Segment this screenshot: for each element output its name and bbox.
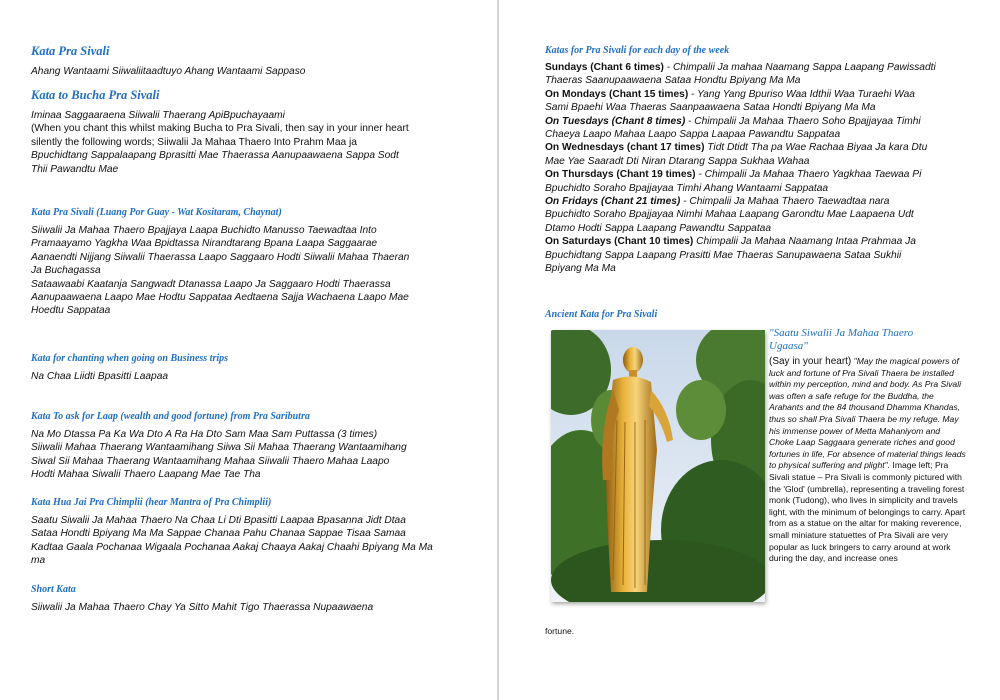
- day-entry: [545, 61, 993, 74]
- day-text-cont: Dtamo Hodti Sappa Laapang Pawandtu Sappataa: [545, 222, 771, 234]
- day-label: On Mondays (Chant 15 times): [545, 88, 689, 100]
- text-line: Iminaa Saggaaraena Siiwalii Thaerang ApiBpuchayaami: [31, 110, 285, 121]
- text-line: Aanupaawaena Laapo Mae Hodtu Sappataa Aedtaena Sajja Wachaena Laapo Mae: [31, 292, 409, 304]
- heading-laap-saributra: Kata To ask for Laap (wealth and good fortune) from Pra Saributra: [31, 411, 310, 422]
- day-text-cont: Sami Bpaehi Waa Thaeras Saanpaawaena Sataa Hondti Bpiyang Ma Ma: [545, 102, 876, 114]
- day-text-cont: Thaeras Saanupaawaena Sataa Hondtu Bpiyang Ma Ma: [545, 75, 801, 87]
- day-text: Chimpalii Ja Mahaa Naamang Intaa Prahmaa Ja: [693, 236, 916, 248]
- heading-days-of-week: Katas for Pra Sivali for each day of the week: [545, 45, 730, 56]
- day-label: On Thursdays (Chant 19 times): [545, 169, 696, 181]
- days-list: [545, 61, 993, 276]
- day-label: On Wednesdays (chant 17 times): [545, 142, 705, 154]
- day-entry: [545, 88, 993, 101]
- heading-luang-por-guay: Kata Pra Sivali (Luang Por Guay - Wat Kositaram, Chaynat): [31, 207, 282, 218]
- ancient-kata-quote: "May the magical powers of luck and fortune of Pra Sivali Thaera be installed within my perception, mind and body. As Pra Sivali was often a safe refuge for the Buddha, the Arahants and the 84 thousand Dhamma Khandas, thus so shall Pra Sivali Thaera be my refuge. May his immense power of Metta Mahaniyom and Choke Laap Saggaara generate riches and good fortunes in life, For absence of material things leads to physical suffering and plight".: [769, 356, 966, 471]
- day-text-cont: Bpuchidtang Sappa Laapang Prasitti Mae Thaeras Sanupawaena Sataa Sukhii: [545, 249, 902, 261]
- fortune-text: fortune.: [545, 626, 575, 636]
- day-text-cont: Bpiyang Ma Ma: [545, 263, 616, 275]
- text-line: Thii Pawandtu Mae: [31, 163, 119, 175]
- business-trips-text: [31, 370, 491, 383]
- heading-kata-to-bucha: Kata to Bucha Pra Sivali: [31, 88, 160, 102]
- day-entry: [545, 235, 993, 248]
- day-text: - Yang Yang Bpuriso Waa Idthii Waa Turaehi Waa: [688, 88, 915, 100]
- text-line: Hodti Mahaa Siwalii Thaero Laapang Mae Tae Tha: [31, 469, 261, 481]
- kata-pra-sivali-text: [31, 65, 481, 78]
- day-entry: [545, 141, 993, 154]
- day-label: On Fridays (Chant 21 times): [545, 196, 681, 208]
- text-line: silently the following words; Siiwalii Ja Mahaa Thaero Into Prahm Maa ja: [31, 136, 357, 148]
- hua-jai-text: [31, 514, 491, 568]
- left-page: [0, 0, 497, 700]
- statue-description: Image left; Pra Sivali statue – Pra Sivali is commonly pictured with the 'Glod' (umbrella), representing a traveling forest monk (Tudong), who lives in simplicity and travels light, with the minimum of belongings to carry. Apart from as a statue on the altar for making reverence, small miniature statuettes of Pra Sivali are very popular as luck bringers to carry around at work during the day, and increase ones: [769, 460, 966, 564]
- day-entry: [545, 115, 993, 128]
- text-line: Ahang Wantaami Siiwaliitaadtuyo Ahang Wantaami Sappaso: [31, 66, 306, 77]
- laap-saributra-text: [31, 428, 491, 482]
- text-line: ma: [31, 555, 46, 567]
- say-label: (Say in your heart): [769, 356, 852, 367]
- text-line: Sataawaabi Kaatanja Sangwadt Dtanassa Laapo Ja Saggaaro Hodti Thaerassa: [31, 278, 391, 290]
- ancient-kata-title: "Saatu Siwalii Ja Mahaa Thaero Ugaasa": [769, 327, 914, 352]
- text-line: Sataa Hondti Bpiyang Ma Ma Sappae Chanaa Pahu Chanaa Sappae Tisaa Samaa: [31, 528, 406, 540]
- ancient-kata-description: [769, 356, 967, 565]
- day-label: Sundays (Chant 6 times): [545, 62, 664, 73]
- text-line: Aanaendti Nijjang Siiwalii Thaerassa Laapo Saggaaro Hodti Siiwalii Mahaa Thaeran: [31, 251, 410, 263]
- text-line: Na Chaa Liidti Bpasitti Laapaa: [31, 371, 169, 382]
- text-line: Kadtaa Gaala Pochanaa Wigaala Pochanaa Aakaj Chaaya Aakaj Chaahi Bpiyang Ma Ma: [31, 541, 433, 553]
- heading-ancient-kata: Ancient Kata for Pra Sivali: [545, 309, 658, 320]
- text-line: Siiwalii Ja Mahaa Thaero Chay Ya Sitto Mahit Tigo Thaerassa Nupaawaena: [31, 602, 374, 613]
- day-text: - Chimpalii Ja Mahaa Thaero Taewadtaa nara: [680, 196, 890, 208]
- heading-kata-pra-sivali: Kata Pra Sivali: [31, 44, 110, 58]
- day-text-cont: Chaeya Laapo Mahaa Laapo Sappa Laapaa Pawandtu Sappataa: [545, 129, 841, 141]
- heading-business-trips: Kata for chanting when going on Business trips: [31, 353, 229, 364]
- day-label: On Saturdays (Chant 10 times): [545, 236, 694, 248]
- text-line: Siiwalii Ja Mahaa Thaero Bpajjaya Laapa Buchidto Manusso Taewadtaa Into: [31, 225, 377, 236]
- day-text-cont: Bpuchidto Soraho Bpajjayaa Timhi Ahang Wantaami Sappataa: [545, 182, 829, 194]
- day-text-cont: Bpuchidto Soraho Bpajjayaa Nimhi Mahaa Laapang Garondtu Mae Laapaena Udt: [545, 209, 914, 221]
- text-line: Saatu Siwalii Ja Mahaa Thaero Na Chaa Li Dti Bpasitti Laapaa Bpasanna Jidt Dtaa: [31, 515, 406, 526]
- day-text: Tidt Dtidt Tha pa Wae Rachaa Biyaa Ja kara Dtu: [704, 142, 928, 154]
- text-line: Pramaayamo Yagkha Waa Bpidtassa Nirandtarang Bpana Laapa Saggaarae: [31, 238, 378, 250]
- statue-illustration: [551, 330, 765, 602]
- text-line: (When you chant this whilst making Bucha to Pra Sivali, then say in your inner heart: [31, 123, 409, 135]
- heading-short-kata: Short Kata: [31, 584, 76, 595]
- pra-sivali-statue-image: [551, 330, 765, 602]
- text-line: Hoedtu Sappataa: [31, 305, 111, 317]
- luang-por-guay-text: [31, 224, 491, 318]
- day-entry: [545, 195, 993, 208]
- text-line: Siiwalii Mahaa Thaerang Wantaamihang Siiwa Sii Mahaa Thaerang Wantaamihang: [31, 442, 407, 454]
- day-text: - Chimpalii Ja Mahaa Thaero Yagkhaa Taewaa Pi: [695, 169, 922, 181]
- text-line: Bpuchidtang Sappalaapang Bprasitti Mae Thaerassa Aanupaawaena Sappa Sodt: [31, 150, 399, 162]
- day-text-cont: Mae Yae Saaradt Dti Niran Dtarang Sappa Sukhaa Wahaa: [545, 155, 810, 167]
- short-kata-text: [31, 601, 491, 614]
- text-line: Na Mo Dtassa Pa Ka Wa Dto A Ra Ha Dto Sam Maa Sam Puttassa (3 times): [31, 429, 378, 440]
- day-label: On Tuesdays (Chant 8 times): [545, 115, 686, 127]
- day-entry: [545, 168, 993, 181]
- day-text: - Chimpalii Ja Mahaa Thaero Soho Bpajjayaa Timhi: [685, 115, 921, 127]
- text-line: Ja Buchagassa: [31, 265, 101, 277]
- right-page: [499, 0, 1000, 700]
- text-line: Siwal Sii Mahaa Thaerang Wantaamihang Mahaa Siiwalii Thaero Mahaa Laapo: [31, 455, 390, 467]
- heading-hua-jai: Kata Hua Jai Pra Chimplii (hear Mantra of Pra Chimplii): [31, 497, 272, 508]
- day-text: - Chimpalii Ja mahaa Naamang Sappa Laapang Pawissadti: [663, 62, 936, 73]
- kata-to-bucha-text: [31, 109, 491, 176]
